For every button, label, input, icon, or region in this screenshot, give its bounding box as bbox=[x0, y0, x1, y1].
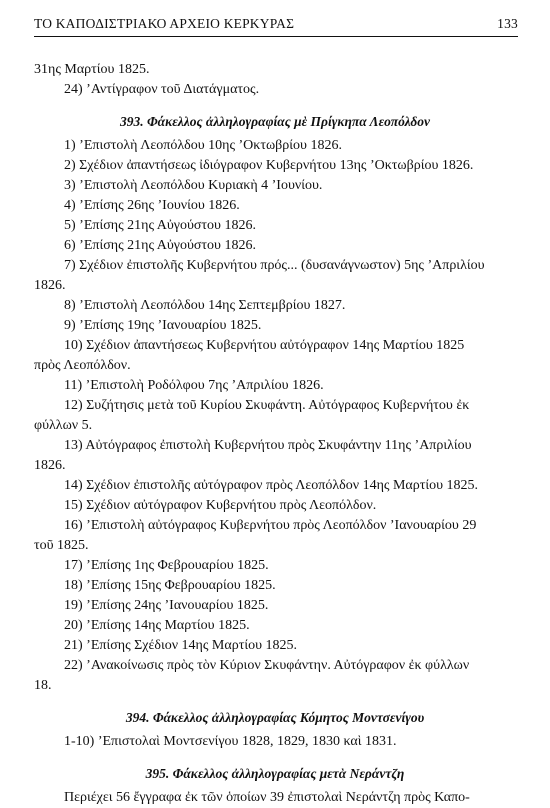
intro-item: 24) ’Αντίγραφον τοῦ Διατάγματος. bbox=[64, 82, 260, 97]
list-item: 11) ’Επιστολὴ Ροδόλφου 7ης ’Απριλίου 1826. bbox=[64, 378, 324, 393]
section-394-heading: 394. Φάκελλος ἀλληλογραφίας Κόμητος Μοντσενίγου bbox=[125, 710, 425, 725]
section-394-item: 1-10) ’Επιστολαὶ Μοντσενίγου 1828, 1829, 1830 καὶ 1831. bbox=[64, 734, 397, 749]
list-item: 1) ’Επιστολὴ Λεοπόλδου 10ης ’Οκτωβρίου 1826. bbox=[64, 138, 342, 153]
list-item: 5) ’Επίσης 21ης Αὐγούστου 1826. bbox=[64, 218, 256, 233]
list-item: 6) ’Επίσης 21ης Αὐγούστου 1826. bbox=[64, 238, 256, 253]
list-item-continuation: 1826. bbox=[34, 278, 66, 293]
list-item: 3) ’Επιστολὴ Λεοπόλδου Κυριακὴ 4 ’Ιουνίου. bbox=[64, 178, 323, 193]
list-item: 13) Αὐτόγραφος ἐπιστολὴ Κυβερνήτου πρὸς Σκυφάντην 11ης ’Απριλίου bbox=[64, 438, 472, 453]
running-header bbox=[34, 14, 518, 37]
list-item-continuation: 1826. bbox=[34, 458, 66, 473]
page-body bbox=[34, 60, 516, 808]
list-item: 16) ’Επιστολὴ αὐτόγραφος Κυβερνήτου πρὸς Λεοπόλδον ’Ιανουαρίου 29 bbox=[64, 518, 477, 533]
list-item-continuation: πρὸς Λεοπόλδον. bbox=[34, 358, 131, 373]
list-item: 14) Σχέδιον ἐπιστολῆς αὐτόγραφον πρὸς Λεοπόλδον 14ης Μαρτίου 1825. bbox=[64, 478, 479, 493]
section-393-heading: 393. Φάκελλος ἀλληλογραφίας μὲ Πρίγκηπα Λεοπόλδον bbox=[120, 114, 430, 129]
list-item: 21) ’Επίσης Σχέδιον 14ης Μαρτίου 1825. bbox=[64, 638, 298, 653]
section-395-heading: 395. Φάκελλος ἀλληλογραφίας μετὰ Νεράντζη bbox=[145, 766, 405, 781]
list-item-continuation: 18. bbox=[34, 678, 52, 693]
list-item: 8) ’Επιστολὴ Λεοπόλδου 14ης Σεπτεμβρίου 1827. bbox=[64, 298, 346, 313]
section-395-text: Περιέχει 56 ἔγγραφα ἐκ τῶν ὁποίων 39 ἐπιστολαὶ Νεράντζη πρὸς Καπο- bbox=[64, 790, 470, 805]
list-item-continuation: τοῦ 1825. bbox=[34, 538, 89, 553]
list-item: 12) Συζήτησις μετὰ τοῦ Κυρίου Σκυφάντη. Αὐτόγραφος Κυβερνήτου ἐκ bbox=[64, 398, 470, 413]
section-393-list bbox=[34, 136, 516, 696]
list-item: 15) Σχέδιον αὐτόγραφον Κυβερνήτου πρὸς Λεοπόλδον. bbox=[64, 498, 377, 513]
list-item: 7) Σχέδιον ἐπιστολῆς Κυβερνήτου πρός... (δυσανάγνωστον) 5ης ’Απριλίου bbox=[64, 258, 485, 273]
list-item-continuation: φύλλων 5. bbox=[34, 418, 93, 433]
list-item: 9) ’Επίσης 19ης ’Ιανουαρίου 1825. bbox=[64, 318, 262, 333]
list-item: 19) ’Επίσης 24ης ’Ιανουαρίου 1825. bbox=[64, 598, 269, 613]
list-item: 10) Σχέδιον ἀπαντήσεως Κυβερνήτου αὐτόγραφον 14ης Μαρτίου 1825 bbox=[64, 338, 465, 353]
list-item: 20) ’Επίσης 14ης Μαρτίου 1825. bbox=[64, 618, 250, 633]
list-item: 2) Σχέδιον ἀπαντήσεως ἰδιόγραφον Κυβερνήτου 13ης ’Οκτωβρίου 1826. bbox=[64, 158, 474, 173]
header-title: ΤΟ ΚΑΠΟΔΙΣΤΡΙΑΚΟ ΑΡΧΕΙΟ ΚΕΡΚΥΡΑΣ bbox=[34, 16, 295, 31]
list-item: 22) ’Ανακοίνωσις πρὸς τὸν Κύριον Σκυφάντην. Αὐτόγραφον ἐκ φύλλων bbox=[64, 658, 470, 673]
list-item: 18) ’Επίσης 15ης Φεβρουαρίου 1825. bbox=[64, 578, 276, 593]
list-item: 17) ’Επίσης 1ης Φεβρουαρίου 1825. bbox=[64, 558, 269, 573]
list-item: 4) ’Επίσης 26ης ’Ιουνίου 1826. bbox=[64, 198, 240, 213]
intro-line: 31ης Μαρτίου 1825. bbox=[34, 62, 150, 77]
page-number: 133 bbox=[497, 16, 518, 31]
